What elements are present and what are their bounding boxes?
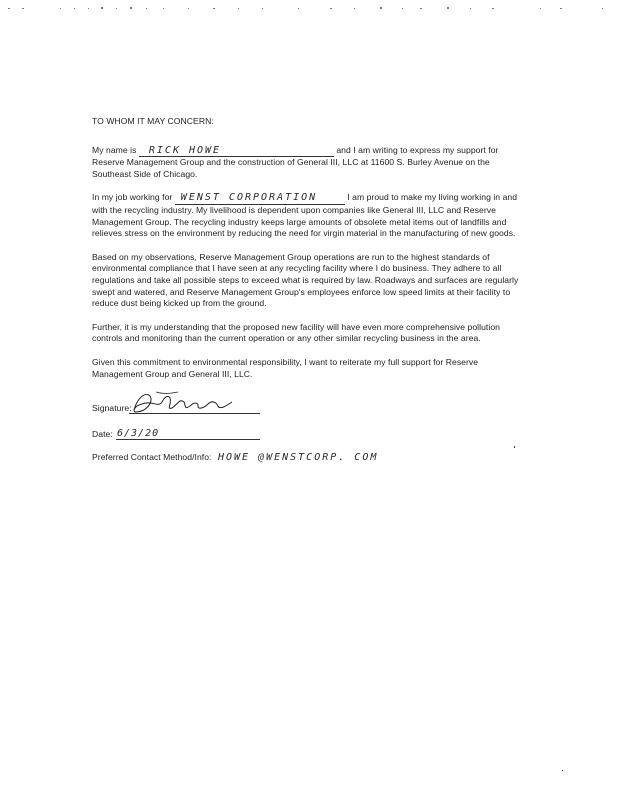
signature-label: Signature: <box>92 402 132 413</box>
employer-handwritten: WENST CORPORATION <box>180 192 318 204</box>
contact-handwritten: HOWE @WENSTCORP. COM <box>217 452 379 464</box>
signature-row <box>92 392 520 414</box>
scan-speck <box>562 770 563 771</box>
name-handwritten: RICK HOWE <box>148 144 222 156</box>
date-line <box>116 439 260 440</box>
letter-body <box>92 116 520 466</box>
paragraph-employer <box>92 192 520 239</box>
contact-row <box>92 452 520 466</box>
date-label: Date: <box>92 428 113 439</box>
employer-prefix: In my job working for <box>92 192 173 203</box>
date-handwritten: 6/3/20 <box>117 427 160 439</box>
paragraph-commitment: Given this commitment to environmental responsibility, I want to reiterate my full support for Reserve Management Group and General III, LLC. <box>92 356 479 379</box>
scan-artifact-dots <box>0 6 618 12</box>
name-field <box>139 145 334 158</box>
employer-field <box>175 192 345 205</box>
name-paragraph-rest: and I am writing to express my support for Reserve Management Group and the construction of General III, LLC at 11600 S. Burley Avenue on the Southeast Side of Chicago. <box>92 144 499 179</box>
scan-speck <box>514 446 515 448</box>
paragraph-observations: Based on my observations, Reserve Management Group operations are run to the highest standards of environmental compliance that I have seen at any recycling facility where I do business. They adhere to all regulations and take all possible steps to exceed what is required by law. Roadways and surfaces are regularly swept and watered, and Reserve Management Group's employees enforce low speed limits at their facility to reduce dust being kicked up from the ground. <box>92 251 519 309</box>
handwritten-signature <box>128 388 238 418</box>
employer-paragraph-rest: I am proud to make my living working in and with the recycling industry. My livelihood is dependent upon companies like General III, LLC and Reserve Management Group. The recycling industry keeps large amounts of obsolete metal items out of landfills and relieves stress on the environment by reducing the need for virgin material in the manufacturing of new goods. <box>92 192 518 239</box>
salutation: TO WHOM IT MAY CONCERN: <box>92 116 214 126</box>
paragraph-name <box>92 145 520 181</box>
date-row <box>92 426 520 440</box>
contact-label: Preferred Contact Method/Info: <box>92 452 212 463</box>
name-prefix: My name is <box>92 144 137 155</box>
paragraph-new-facility: Further, it is my understanding that the proposed new facility will have even more comprehensive pollution controls and monitoring than the current operation or any other similar recycling business in the area. <box>92 321 500 344</box>
